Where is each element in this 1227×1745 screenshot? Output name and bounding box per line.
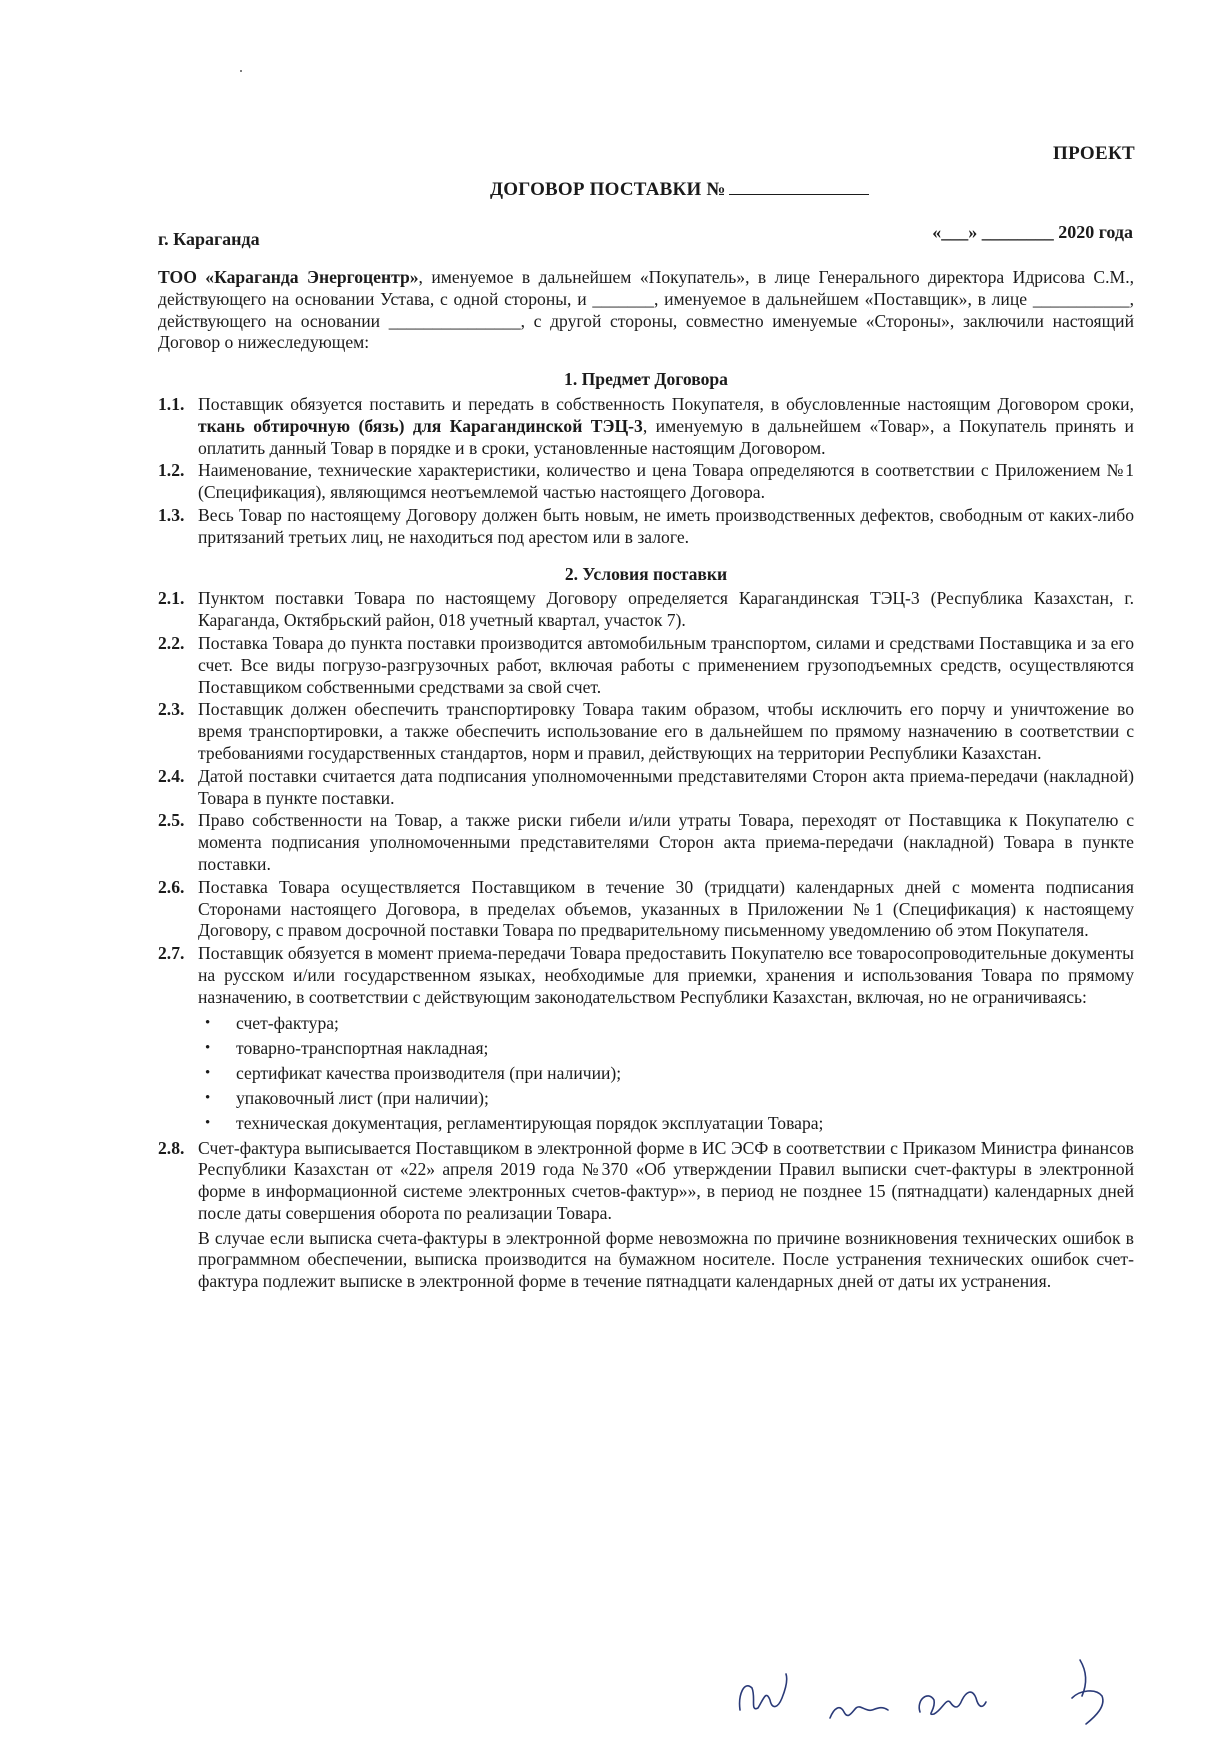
- clause-number: 1.2.: [158, 460, 185, 481]
- contract-date: «___» ________ 2020 года: [932, 222, 1133, 242]
- preamble: [158, 267, 1134, 354]
- section-1-items: [158, 394, 1134, 549]
- clause-text-paragraph-2: В случае если выписка счета-фактуры в электронной форме невозможна по причине возникновения технических ошибок в программном обеспечении, выписка производится на бумажном носителе. После устранения технических ошибок счет-фактура подлежит выписке в электронной форме в течение пятнадцати календарных дней от даты их устранения.: [198, 1227, 1134, 1292]
- documents-list: [198, 1011, 1134, 1136]
- list-item: • техническая документация, регламентирующая порядок эксплуатации Товара;: [198, 1111, 1134, 1136]
- clause-2-6: [158, 877, 1134, 942]
- project-label: ПРОЕКТ: [1053, 143, 1135, 164]
- clause-number: 1.1.: [158, 393, 185, 414]
- clause-text: Право собственности на Товар, а также риски гибели и/или утраты Товара, переходят от Поставщика к Покупателю с момента подписания уполномоченными представителями Сторон акта приема-передачи (накладной) Товара в пункте поставки.: [198, 810, 1134, 874]
- initial-3: [919, 1692, 986, 1714]
- clause-text: Датой поставки считается дата подписания уполномоченными представителями Сторон акта приема-передачи (накладной) Товара в пункте поставки.: [198, 765, 1134, 808]
- list-item: • сертификат качества производителя (при наличии);: [198, 1061, 1134, 1086]
- clause-1-3: [158, 505, 1134, 549]
- list-item: • упаковочный лист (при наличии);: [198, 1086, 1134, 1111]
- section-1-heading: 1. Предмет Договора: [564, 369, 728, 390]
- clause-number: 2.7.: [158, 943, 185, 964]
- clause-goods-name: ткань обтирочную (бязь) для Карагандинской ТЭЦ-3: [198, 415, 643, 436]
- scan-speck: [240, 70, 242, 72]
- clause-number: 2.1.: [158, 588, 185, 609]
- clause-text: Поставщик обязуется в момент приема-передачи Товара предоставить Покупателю все товаросопроводительные документы на русском и/или государственном языках, необходимые для приемки, хранения и использования Товара по прямому назначению, в соответствии с действующим законодательством Республики Казахстан, включая, но не ограничиваясь:: [198, 943, 1134, 1007]
- section-2-heading: 2. Условия поставки: [564, 563, 728, 584]
- clause-text: Весь Товар по настоящему Договору должен быть новым, не иметь производственных дефектов, свободным от каких-либо притязаний третьих лиц, не находиться под арестом или в залоге.: [198, 504, 1134, 547]
- clause-number: 2.6.: [158, 876, 185, 897]
- contract-number-blank: [729, 177, 869, 195]
- document-title: [490, 177, 869, 201]
- clause-1-1: [158, 394, 1134, 459]
- city: г. Караганда: [158, 229, 260, 249]
- handwritten-initials: [720, 1640, 1140, 1740]
- document-body: [158, 267, 1134, 1294]
- initial-2: [830, 1707, 888, 1718]
- list-item: • счет-фактура;: [198, 1011, 1134, 1036]
- clause-text: Поставщик обязуется поставить и передать в собственность Покупателя, в обусловленные настоящим Договором сроки,: [198, 393, 1134, 414]
- clause-text: Поставщик должен обеспечить транспортировку Товара таким образом, чтобы исключить его порчу и уничтожение во время транспортировки, а также обеспечить использование его в дальнейшем по прямому назначению в соответствии с требованиями государственных стандартов, норм и правил, действующих на территории Республики Казахстан.: [198, 699, 1134, 763]
- clause-number: 2.8.: [158, 1137, 185, 1158]
- clause-2-4: [158, 766, 1134, 810]
- preamble-text: , именуемое в дальнейшем «Покупатель», в лице Генерального директора Идрисова С.М., действующего на основании Устава, с одной стороны, и _______, именуемое в дальнейшем «Поставщик», в лице ___________, действующего на основании _______________, с другой стороны, совместно именуемые «Стороны», заключили настоящий Договор о нижеследующем:: [158, 267, 1134, 353]
- clause-text: Счет-фактура выписывается Поставщиком в электронной форме в ИС ЭСФ в соответствии с Приказом Министра финансов Республики Казахстан от «22» апреля 2019 года №370 «Об утверждении Правил выписки счет-фактуры в электронной форме в информационной системе электронных счетов-фактур»», в период не позднее 15 (пятнадцати) календарных дней после даты совершения оборота по реализации Товара.: [198, 1137, 1134, 1223]
- clause-text-cont: , именуемую в дальнейшем «Товар», а Покупатель принять и оплатить данный Товар в порядке и в сроки, установленные настоящим Договором.: [198, 415, 1134, 458]
- list-item: • товарно-транспортная накладная;: [198, 1036, 1134, 1061]
- initials-signatures: [720, 1640, 1140, 1740]
- clause-number: 2.5.: [158, 810, 185, 831]
- clause-number: 1.3.: [158, 504, 185, 525]
- clause-2-3: [158, 699, 1134, 764]
- clause-text: Пунктом поставки Товара по настоящему Договору определяется Карагандинская ТЭЦ-3 (Республика Казахстан, г. Караганда, Октябрьский район, 018 учетный квартал, участок 7).: [198, 588, 1134, 631]
- initial-1: [740, 1674, 787, 1710]
- clause-2-1: [158, 588, 1134, 632]
- clause-number: 2.3.: [158, 699, 185, 720]
- clause-2-8: [158, 1138, 1134, 1294]
- initial-4: [1072, 1660, 1103, 1724]
- clause-2-7: [158, 943, 1134, 1135]
- clause-text: Наименование, технические характеристики, количество и цена Товара определяются в соответствии с Приложением №1 (Спецификация), являющимся неотъемлемой частью настоящего Договора.: [198, 460, 1134, 503]
- title-text: ДОГОВОР ПОСТАВКИ №: [490, 179, 726, 200]
- clause-text: Поставка Товара осуществляется Поставщиком в течение 30 (тридцати) календарных дней с момента подписания Сторонами настоящего Договора, в пределах объемов, указанных в Приложении №1 (Спецификация) к настоящему Договору, с правом досрочной поставки Товара по предварительному письменному уведомлению об этом Покупателя.: [198, 876, 1134, 941]
- clause-text: Поставка Товара до пункта поставки производится автомобильным транспортом, силами и средствами Поставщика и за его счет. Все виды погрузо-разгрузочных работ, включая работы с применением грузоподъемных средств, осуществляются Поставщиком собственными средствами за свой счет.: [198, 632, 1134, 697]
- clause-number: 2.2.: [158, 632, 185, 653]
- clause-number: 2.4.: [158, 765, 185, 786]
- clause-2-5: [158, 810, 1134, 875]
- clause-1-2: [158, 460, 1134, 504]
- buyer-name: ТОО «Караганда Энергоцентр»: [158, 267, 419, 287]
- section-2-items: [158, 588, 1134, 1293]
- clause-2-2: [158, 633, 1134, 698]
